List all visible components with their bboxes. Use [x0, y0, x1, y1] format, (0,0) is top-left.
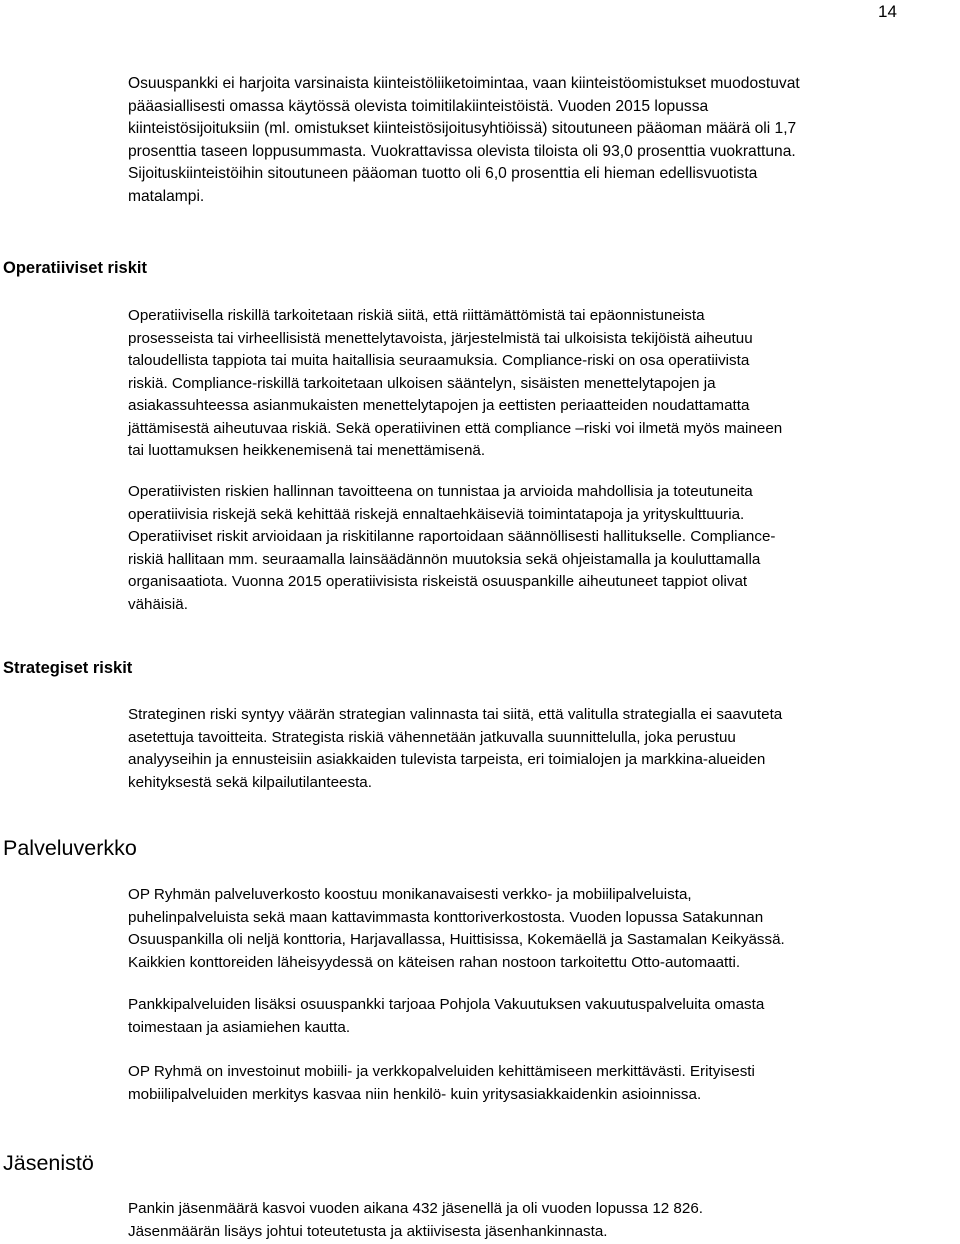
text-line: OP Ryhmän palveluverkosto koostuu monikanavaisesti verkko- ja mobiilipalveluista,	[128, 886, 692, 903]
text-line: Pankin jäsenmäärä kasvoi vuoden aikana 432 jäsenellä ja oli vuoden lopussa 12 826.	[128, 1200, 703, 1217]
paragraph-operational-risk-definition	[128, 305, 958, 463]
text-line: toimestaan ja asiamiehen kautta.	[128, 1018, 351, 1036]
text-line: Osuuspankilla oli neljä konttoria, Harjavallassa, Huittisissa, Kokemäellä ja Sastamalan Keikyässä.	[128, 931, 785, 948]
paragraph-insurance-services	[128, 994, 958, 1039]
text-line: riskiä. Compliance-riskillä tarkoitetaan ulkoisen sääntelyn, sisäisten menettelytapojen ja	[128, 374, 716, 392]
text-line: asiakassuhteessa asianmukaisten menettelytapojen ja eettisten periaatteiden noudattamatta	[128, 397, 750, 414]
text-line: analyyseihin ja ennusteisiin asiakkaiden tulevista tarpeista, eri toimialojen ja markkina-alueiden	[128, 751, 766, 768]
text-line: pääasiallisesti omassa käytössä olevista toimitilakiinteistöistä. Vuoden 2015 lopussa	[128, 97, 709, 115]
text-line: puhelinpalveluista sekä maan kattavimmasta konttoriverkostosta. Vuoden lopussa Satakunnan	[128, 908, 764, 926]
text-line: matalampi.	[128, 187, 205, 205]
text-line: Jäsenmäärän lisäys johtui toteutetusta ja aktiivisesta jäsenhankinnasta.	[128, 1222, 608, 1240]
text-line: asetettuja tavoitteita. Strategista riskiä vähennetään jatkuvalla suunnittelulla, joka perustuu	[128, 728, 736, 746]
text-line: Strateginen riski syntyy väärän strategian valinnasta tai siitä, että valitulla strategialla ei saavuteta	[128, 706, 783, 723]
text-line: prosenttia taseen loppusummasta. Vuokrattavissa olevista tiloista oli 93,0 prosenttia vuokrattuna.	[128, 142, 796, 160]
text-line: kiinteistösijoituksiin (ml. omistukset kiinteistösijoitusyhtiöissä) sitoutuneen pääoman määrä oli 1,7	[128, 120, 797, 137]
text-line: Operatiiviset riskit arvioidaan ja riskitilanne raportoidaan säännöllisesti hallitukselle. Compliance-	[128, 528, 776, 545]
text-line: Operatiivisten riskien hallinnan tavoitteena on tunnistaa ja arvioida mahdollisia ja toteutuneita	[128, 483, 753, 500]
text-line: organisaatiota. Vuonna 2015 operatiivisista riskeistä osuuspankille aiheutuneet tappiot olivat	[128, 573, 748, 590]
paragraph-mobile-services	[128, 1061, 958, 1106]
heading-operational-risks: Operatiiviset riskit	[3, 259, 147, 277]
paragraph-strategic-risk	[128, 704, 958, 794]
text-line: prosesseista tai virheellisistä menettelytavoista, järjestelmistä tai ulkoisista tekijöistä aiheutuu	[128, 329, 753, 347]
page-number: 14	[878, 2, 897, 21]
heading-service-network: Palveluverkko	[3, 836, 137, 860]
paragraph-membership	[128, 1198, 958, 1243]
text-line: OP Ryhmä on investoinut mobiili- ja verkkopalveluiden kehittämiseen merkittävästi. Erityisesti	[128, 1063, 755, 1080]
text-line: taloudellista tappiota tai muita haitallisia seuraamuksia. Compliance-riski on osa operatiivista	[128, 352, 750, 369]
text-line: tai luottamuksen heikkenemisenä tai menettämisenä.	[128, 442, 486, 459]
paragraph-real-estate	[128, 73, 958, 208]
text-line: Sijoituskiinteistöihin sitoutuneen pääoman tuotto oli 6,0 prosenttia eli hieman edellisvuotista	[128, 165, 758, 182]
heading-strategic-risks: Strategiset riskit	[3, 659, 133, 677]
text-line: Pankkipalveluiden lisäksi osuuspankki tarjoaa Pohjola Vakuutuksen vakuutuspalveluita omasta	[128, 996, 765, 1013]
text-line: vähäisiä.	[128, 595, 188, 613]
text-line: Kaikkien konttoreiden läheisyydessä on käteisen rahan nostoon tarkoitettu Otto-automaatti.	[128, 953, 741, 971]
text-line: jättämisestä aiheutuvaa riskiä. Sekä operatiivinen että compliance –riski voi ilmetä myös maineen	[128, 419, 783, 437]
heading-membership: Jäsenistö	[3, 1151, 94, 1175]
text-line: Operatiivisella riskillä tarkoitetaan riskiä siitä, että riittämättömistä tai epäonnistuneista	[128, 307, 705, 324]
text-line: operatiivisia riskejä sekä kehittää riskejä ennaltaehkäiseviä toimintatapoja ja yrityskulttuuria.	[128, 505, 745, 523]
text-line: Osuuspankki ei harjoita varsinaista kiinteistöliiketoimintaa, vaan kiinteistöomistukset muodostuvat	[128, 75, 800, 92]
text-line: kehityksestä sekä kilpailutilanteesta.	[128, 773, 372, 791]
text-line: mobiilipalveluiden merkitys kasvaa niin henkilö- kuin yritysasiakkaidenkin asioinnissa.	[128, 1085, 702, 1103]
text-line: riskiä hallitaan mm. seuraamalla lainsäädännön muutoksia sekä ohjeistamalla ja kouluttamalla	[128, 550, 761, 568]
paragraph-service-network	[128, 884, 958, 974]
paragraph-operational-risk-management	[128, 481, 958, 616]
